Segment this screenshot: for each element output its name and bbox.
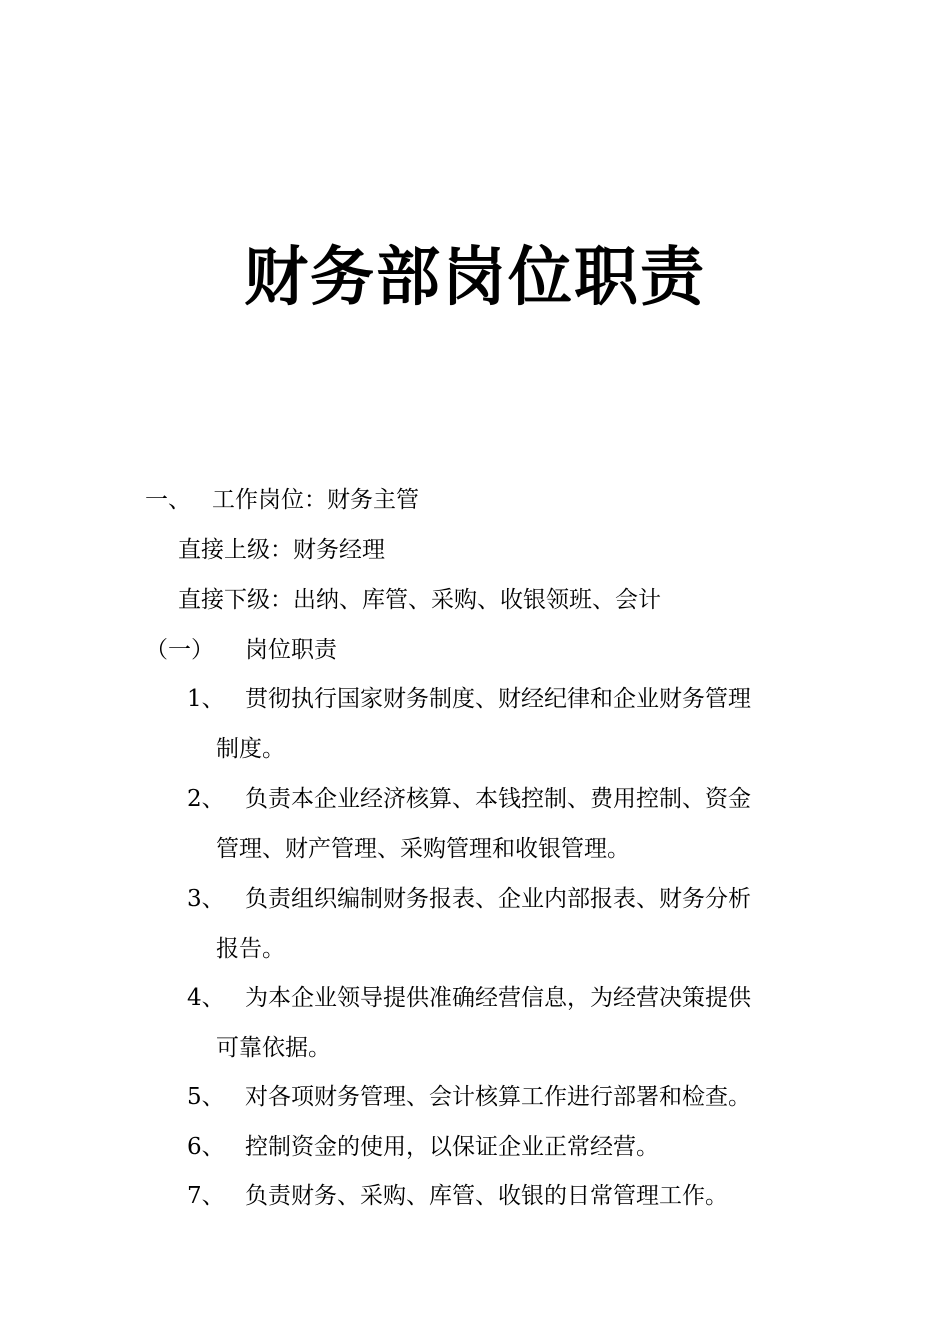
- section-heading: 工作岗位：财务主管: [212, 487, 419, 513]
- subsection-marker: （一）: [145, 637, 214, 663]
- duty-text-continuation: 报告。: [216, 936, 285, 962]
- duty-text: 对各项财务管理、会计核算工作进行部署和检查。: [245, 1084, 751, 1110]
- duty-text: 负责本企业经济核算、本钱控制、费用控制、资金: [245, 786, 751, 812]
- duty-number: 3、: [187, 886, 225, 912]
- duty-text: 控制资金的使用，以保证企业正常经营。: [245, 1134, 659, 1160]
- duty-text: 负责财务、采购、库管、收银的日常管理工作。: [245, 1183, 728, 1209]
- direct-subordinates: 直接下级：出纳、库管、采购、收银领班、会计: [178, 587, 661, 613]
- duty-number: 4、: [187, 985, 225, 1011]
- duty-text-continuation: 管理、财产管理、采购管理和收银管理。: [216, 836, 630, 862]
- duty-text: 负责组织编制财务报表、企业内部报表、财务分析: [245, 886, 751, 912]
- subsection-heading: 岗位职责: [245, 637, 337, 663]
- duty-number: 5、: [187, 1084, 225, 1110]
- duty-number: 1、: [187, 686, 225, 712]
- duty-number: 7、: [187, 1183, 225, 1209]
- duty-text-continuation: 制度。: [216, 736, 285, 762]
- duty-number: 6、: [187, 1134, 225, 1160]
- duty-text-continuation: 可靠依据。: [216, 1035, 331, 1061]
- direct-superior: 直接上级：财务经理: [178, 537, 385, 563]
- document-title: 财务部岗位职责: [244, 241, 706, 315]
- duty-text: 为本企业领导提供准确经营信息，为经营决策提供: [245, 985, 751, 1011]
- duty-text: 贯彻执行国家财务制度、财经纪律和企业财务管理: [245, 686, 751, 712]
- section-marker: 一、: [145, 487, 191, 513]
- duty-number: 2、: [187, 786, 225, 812]
